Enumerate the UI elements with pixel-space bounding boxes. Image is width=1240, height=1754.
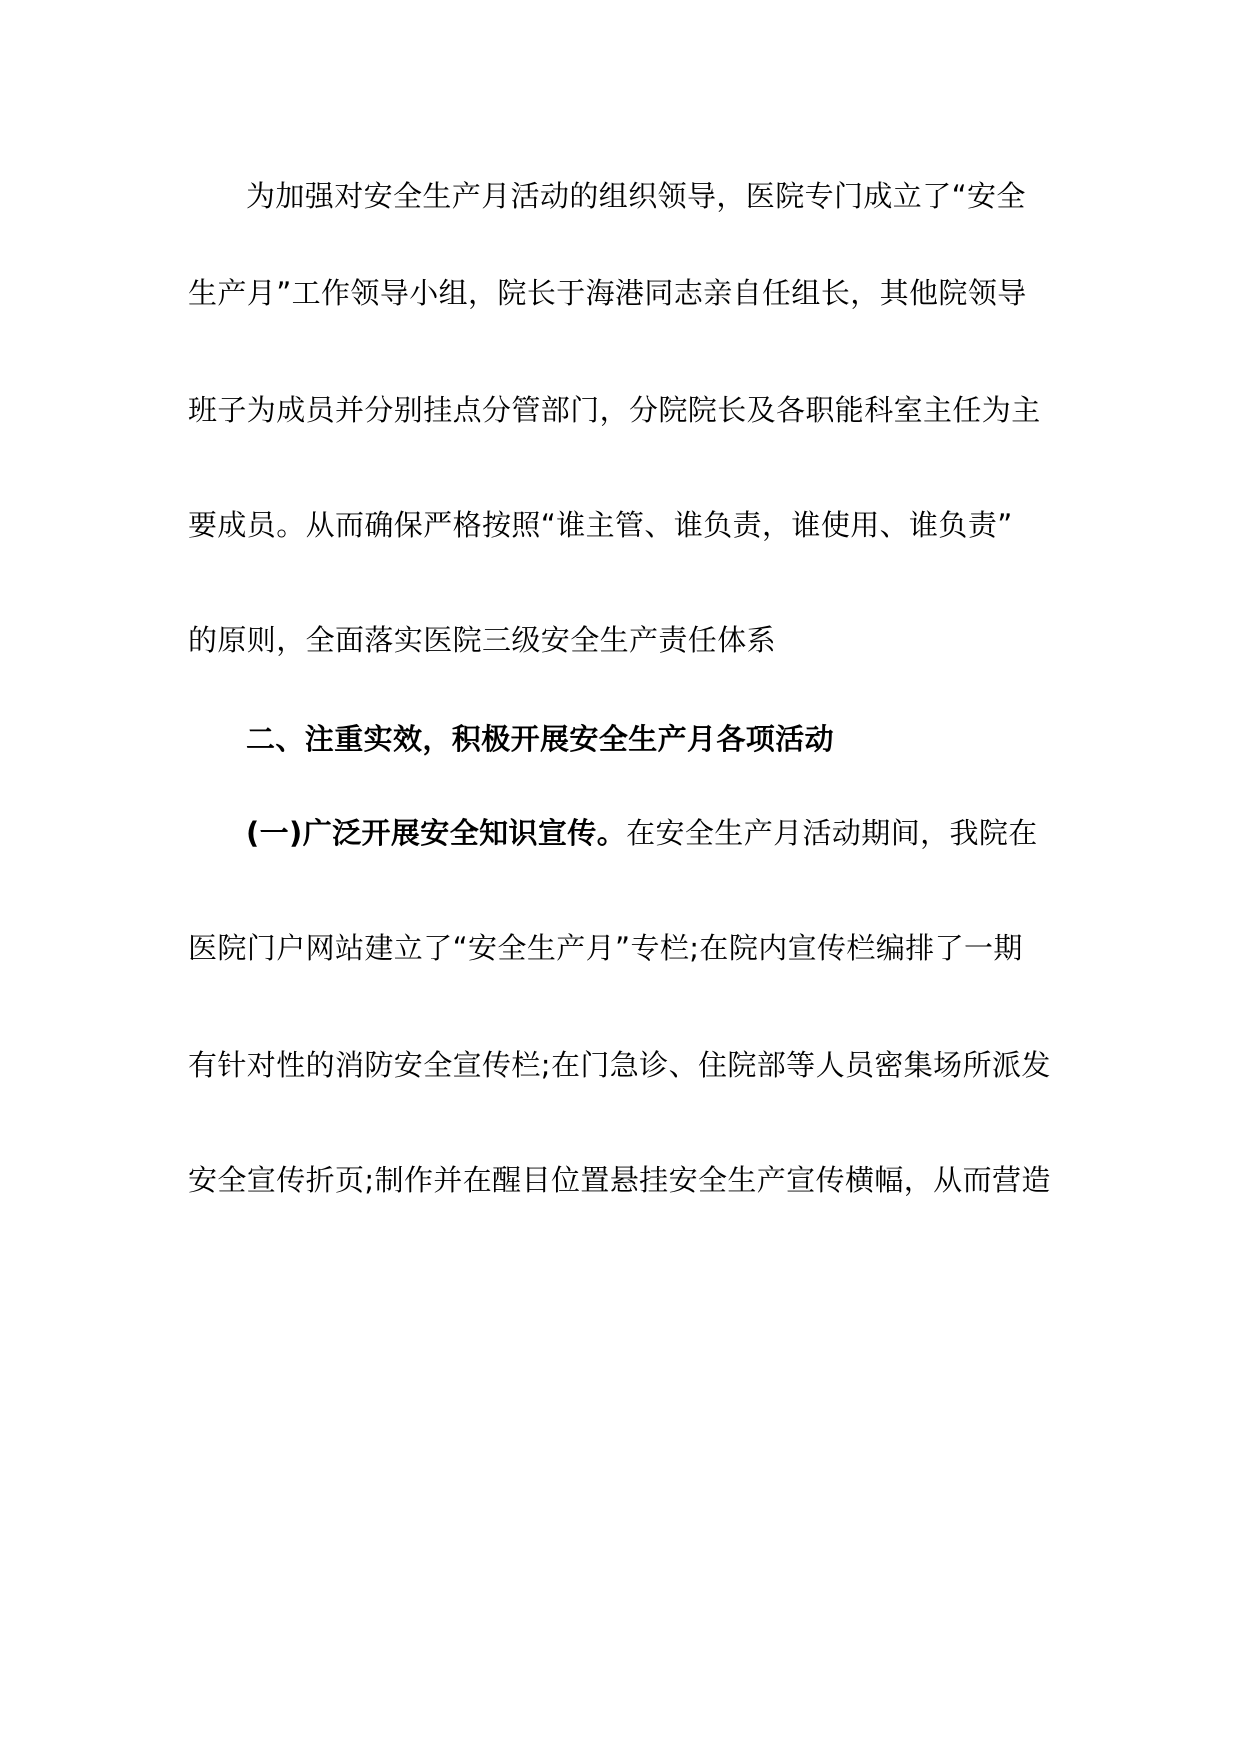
paragraph-2-lead-rest: 在安全生产月活动期间，我院在 <box>626 816 1038 850</box>
paragraph-2-line-2: 医院门户网站建立了“安全生产月”专栏;在院内宣传栏编排了一期 <box>188 931 1023 965</box>
paragraph-1-line-2: 生产月”工作领导小组，院长于海港同志亲自任组长，其他院领导 <box>188 276 1027 310</box>
paragraph-2-line-3: 有针对性的消防安全宣传栏;在门急诊、住院部等人员密集场所派发 <box>188 1048 1051 1082</box>
paragraph-2-lead-bold: (一)广泛开展安全知识宣传。 <box>246 816 627 850</box>
paragraph-1-line-5: 的原则，全面落实医院三级安全生产责任体系 <box>188 623 777 657</box>
paragraph-1-line-3: 班子为成员并分别挂点分管部门，分院院长及各职能科室主任为主 <box>188 393 1041 427</box>
paragraph-1-line-4: 要成员。从而确保严格按照“谁主管、谁负责，谁使用、谁负责” <box>188 508 1013 542</box>
paragraph-1-line-1: 为加强对安全生产月活动的组织领导，医院专门成立了“安全 <box>246 179 1026 213</box>
paragraph-2-line-1 <box>246 813 1114 853</box>
section-heading: 二、注重实效，积极开展安全生产月各项活动 <box>246 722 835 756</box>
paragraph-2-line-4: 安全宣传折页;制作并在醒目位置悬挂安全生产宣传横幅，从而营造 <box>188 1163 1051 1197</box>
